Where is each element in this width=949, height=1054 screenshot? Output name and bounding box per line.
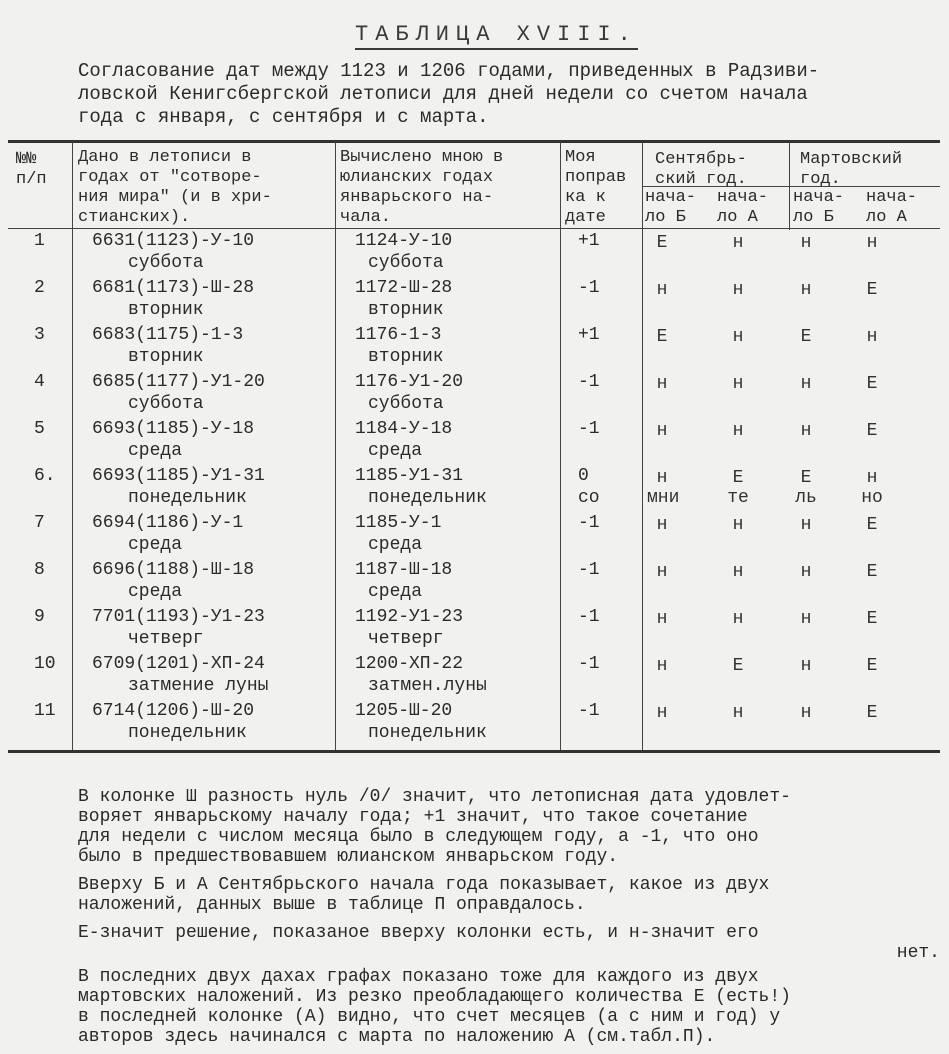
match-mark: Е (866, 280, 878, 300)
correction-value: -1 (578, 654, 600, 674)
match-mark: н (656, 562, 668, 582)
match-mark: Е (732, 468, 744, 488)
row-number: 3 (34, 325, 45, 345)
match-mark: н (800, 233, 812, 253)
computed-date: 1185-У1-31 (355, 466, 464, 486)
correction-value: -1 (578, 278, 600, 298)
computed-weekday: среда (368, 582, 423, 602)
row-number: 8 (34, 560, 45, 580)
match-mark: н (656, 374, 668, 394)
given-date: 6693(1185)-У1-31 (92, 466, 265, 486)
given-weekday: затмение луны (128, 676, 269, 696)
table-title: ТАБЛИЦА XVIII. (355, 22, 638, 50)
match-mark: н (732, 609, 744, 629)
match-mark: н (800, 374, 812, 394)
intro-paragraph: Согласование дат между 1123 и 1206 годами, приведенных в Радзиви- ловской Кенигсбергской летописи для дней недели со счетом начала года с января, с сентября и с марта. (78, 60, 820, 128)
table-row (0, 559, 949, 605)
computed-date: 1200-XП-22 (355, 654, 464, 674)
given-weekday: понедельник (128, 488, 247, 508)
note-paragraph: В колонке Ш разность нуль /0/ значит, что летописная дата удовлет- воряет январьскому началу года; +1 значит, что такое сочетание для недели с числом месяца было в следующем году, а -1, что оно было в предшествовавшем юлианском январьском году. (78, 787, 791, 867)
match-mark: Е (732, 656, 744, 676)
header-september-year: Сентябрь- ский год. (655, 150, 747, 189)
match-mark: н (656, 421, 668, 441)
computed-weekday: понедельник (368, 488, 487, 508)
computed-date: 1187-Ш-18 (355, 560, 453, 580)
given-weekday: суббота (128, 253, 204, 273)
computed-date: 1176-У1-20 (355, 372, 464, 392)
computed-date: 1205-Ш-20 (355, 701, 453, 721)
table-row (0, 277, 949, 323)
match-mark: н (800, 703, 812, 723)
computed-date: 1176-1-3 (355, 325, 442, 345)
match-mark: н (800, 515, 812, 535)
match-mark: н (800, 609, 812, 629)
note-paragraph: Вверху Б и А Сентябрьского начала года показывает, какое из двух наложений, данных выше в таблице П оправдалось. (78, 875, 770, 915)
given-date: 6694(1186)-У-1 (92, 513, 244, 533)
table-row (0, 700, 949, 746)
given-weekday: суббота (128, 394, 204, 414)
table-top-rule (8, 140, 940, 143)
match-mark: Е (866, 656, 878, 676)
row-number: 9 (34, 607, 45, 627)
given-date: 6681(1173)-Ш-28 (92, 278, 255, 298)
given-weekday: понедельник (128, 723, 247, 743)
correction-value: -1 (578, 701, 600, 721)
computed-date: 1192-У1-23 (355, 607, 464, 627)
computed-weekday: среда (368, 441, 423, 461)
match-mark: Е (866, 562, 878, 582)
match-mark: н (732, 562, 744, 582)
match-mark: н (656, 468, 668, 488)
match-mark: н (800, 421, 812, 441)
table-row (0, 418, 949, 464)
match-mark: н (800, 280, 812, 300)
correction-value: -1 (578, 513, 600, 533)
computed-date: 1185-У-1 (355, 513, 442, 533)
match-note: ль (795, 488, 817, 508)
match-mark: н (866, 233, 878, 253)
note-paragraph: В последних двух дахах графах показано тоже для каждого из двух мартовских наложений. Из резко преобладающего количества Е (есть!) в последней колонке (А) видно, что счет месяцев (а с ним и год) у авторов здесь начинался с марта по наложению А (см.табл.П). (78, 967, 791, 1047)
match-mark: н (656, 609, 668, 629)
given-date: 6709(1201)-XП-24 (92, 654, 265, 674)
match-mark: Е (866, 609, 878, 629)
match-mark: н (732, 515, 744, 535)
given-weekday: вторник (128, 347, 204, 367)
match-mark: н (656, 515, 668, 535)
row-number: 11 (34, 701, 56, 721)
match-mark: Е (656, 233, 668, 253)
given-date: 6714(1206)-Ш-20 (92, 701, 255, 721)
header-sub-sept-a: нача- ло А (717, 188, 769, 227)
computed-weekday: суббота (368, 394, 444, 414)
table-row (0, 230, 949, 276)
row-number: 4 (34, 372, 45, 392)
correction-value: -1 (578, 372, 600, 392)
match-mark: н (732, 703, 744, 723)
computed-weekday: четверг (368, 629, 444, 649)
computed-weekday: суббота (368, 253, 444, 273)
computed-weekday: среда (368, 535, 423, 555)
note-paragraph (78, 923, 940, 963)
given-weekday: среда (128, 535, 183, 555)
given-date: 6696(1188)-Ш-18 (92, 560, 255, 580)
match-mark: н (732, 421, 744, 441)
given-weekday: вторник (128, 300, 204, 320)
match-mark: н (866, 327, 878, 347)
match-mark: н (656, 703, 668, 723)
table-row (0, 606, 949, 652)
match-mark: н (732, 280, 744, 300)
given-date: 6631(1123)-У-10 (92, 231, 255, 251)
header-march-year: Мартовский год. (800, 150, 903, 189)
row-number: 7 (34, 513, 45, 533)
header-given: Дано в летописи в годах от "сотворе- ния мира" (и в хри- стианских). (78, 148, 272, 227)
correction-value: +1 (578, 325, 600, 345)
given-date: 6685(1177)-У1-20 (92, 372, 265, 392)
header-sub-march-b: нача- ло Б (793, 188, 845, 227)
table-bottom-rule (8, 750, 940, 753)
correction-value: -1 (578, 419, 600, 439)
row-number: 6. (34, 466, 56, 486)
match-mark: н (732, 233, 744, 253)
table-row (0, 465, 949, 511)
computed-date: 1172-Ш-28 (355, 278, 453, 298)
match-mark: Е (866, 421, 878, 441)
computed-date: 1184-У-18 (355, 419, 453, 439)
given-date: 7701(1193)-У1-23 (92, 607, 265, 627)
row-number: 5 (34, 419, 45, 439)
computed-weekday: понедельник (368, 723, 487, 743)
given-date: 6683(1175)-1-3 (92, 325, 244, 345)
notes-section (78, 787, 940, 1047)
match-mark: н (800, 656, 812, 676)
correction-note: со (578, 488, 600, 508)
match-mark: Е (866, 515, 878, 535)
table-row (0, 324, 949, 370)
match-note: те (727, 488, 749, 508)
match-mark: н (656, 656, 668, 676)
header-correction: Моя поправ ка к дате (565, 148, 627, 227)
match-mark: н (732, 374, 744, 394)
match-mark: Е (866, 374, 878, 394)
given-weekday: среда (128, 582, 183, 602)
header-bottom-rule (8, 228, 940, 229)
match-mark: н (866, 468, 878, 488)
match-mark: Е (800, 468, 812, 488)
given-weekday: четверг (128, 629, 204, 649)
correction-value: -1 (578, 607, 600, 627)
header-sub-march-a: нача- ло А (866, 188, 918, 227)
row-number: 2 (34, 278, 45, 298)
header-computed: Вычислено мною в юлианских годах январьского на- чала. (340, 148, 504, 227)
header-sub-sept-b: нача- ло Б (645, 188, 697, 227)
row-number: 10 (34, 654, 56, 674)
computed-weekday: вторник (368, 347, 444, 367)
row-number: 1 (34, 231, 45, 251)
table-row (0, 512, 949, 558)
correction-value: -1 (578, 560, 600, 580)
note-text: Е-значит решение, показаное вверху колонки есть, и н-значит его (78, 923, 759, 943)
computed-weekday: вторник (368, 300, 444, 320)
match-mark: Е (800, 327, 812, 347)
match-mark: н (732, 327, 744, 347)
match-mark: н (656, 280, 668, 300)
correction-value: 0 (578, 466, 589, 486)
header-number: №№ п/п (16, 150, 47, 189)
note-text-end: нет. (896, 943, 940, 963)
table-row (0, 371, 949, 417)
match-mark: Е (866, 703, 878, 723)
computed-date: 1124-У-10 (355, 231, 453, 251)
match-note: но (861, 488, 883, 508)
computed-weekday: затмен.луны (368, 676, 487, 696)
match-note: мни (647, 488, 680, 508)
table-row (0, 653, 949, 699)
match-mark: н (800, 562, 812, 582)
given-date: 6693(1185)-У-18 (92, 419, 255, 439)
correction-value: +1 (578, 231, 600, 251)
given-weekday: среда (128, 441, 183, 461)
match-mark: Е (656, 327, 668, 347)
